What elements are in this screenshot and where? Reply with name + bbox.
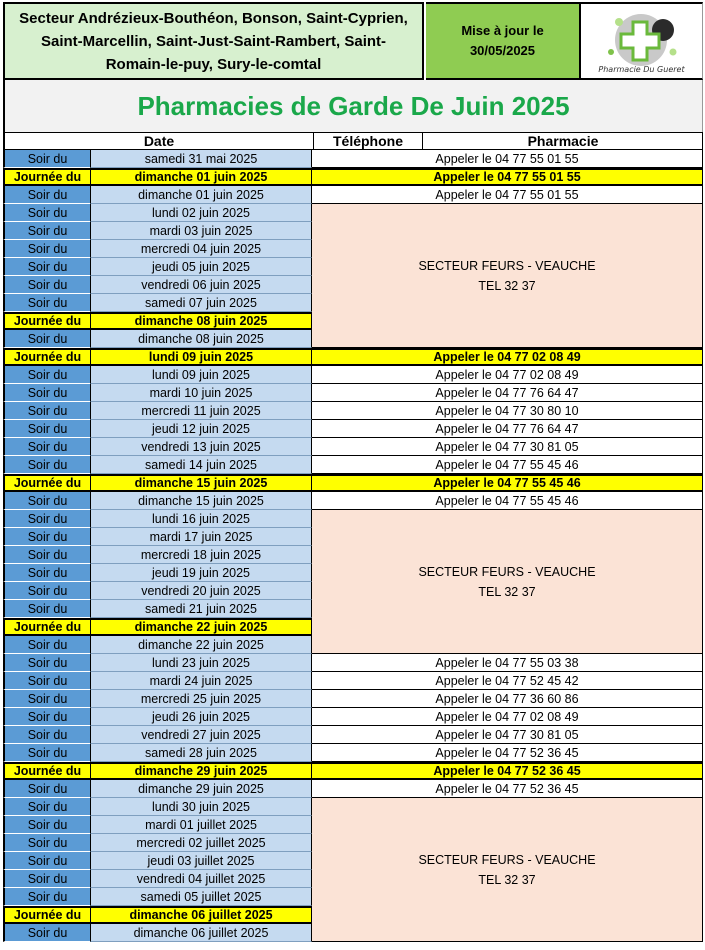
table-row [3, 492, 703, 510]
row-date: dimanche 08 juin 2025 [90, 330, 312, 348]
row-date: jeudi 05 juin 2025 [90, 258, 312, 276]
row-date: lundi 09 juin 2025 [90, 348, 312, 366]
row-label: Soir du [3, 510, 90, 528]
row-label: Soir du [3, 654, 90, 672]
row-date: jeudi 12 juin 2025 [90, 420, 312, 438]
table-row [3, 672, 703, 690]
row-label: Soir du [3, 780, 90, 798]
row-pharmacie: Appeler le 04 77 55 45 46 [312, 456, 703, 474]
row-label: Journée du [3, 312, 90, 330]
row-date: dimanche 06 juillet 2025 [90, 924, 312, 942]
row-label: Soir du [3, 204, 90, 222]
row-label: Soir du [3, 870, 90, 888]
row-label: Journée du [3, 762, 90, 780]
row-date: vendredi 20 juin 2025 [90, 582, 312, 600]
row-label: Soir du [3, 600, 90, 618]
row-label: Journée du [3, 348, 90, 366]
row-pharmacie: Appeler le 04 77 36 60 86 [312, 690, 703, 708]
table-row [3, 726, 703, 744]
row-label: Soir du [3, 420, 90, 438]
row-label: Soir du [3, 546, 90, 564]
row-label: Journée du [3, 906, 90, 924]
table-row [3, 402, 703, 420]
row-label: Soir du [3, 240, 90, 258]
table-row [3, 384, 703, 402]
row-date: dimanche 29 juin 2025 [90, 762, 312, 780]
table-header [3, 132, 703, 150]
row-pharmacie: Appeler le 04 77 55 01 55 [312, 168, 703, 186]
row-date: mardi 10 juin 2025 [90, 384, 312, 402]
row-date: dimanche 01 juin 2025 [90, 168, 312, 186]
row-pharmacie: Appeler le 04 77 76 64 47 [312, 384, 703, 402]
row-label: Soir du [3, 726, 90, 744]
table-row [3, 762, 703, 780]
block-sector-label: SECTEUR FEURS - VEAUCHE [418, 852, 596, 867]
row-label: Soir du [3, 690, 90, 708]
row-date: mercredi 18 juin 2025 [90, 546, 312, 564]
page-title: Pharmacies de Garde De Juin 2025 [3, 80, 703, 132]
block-phone-label: TEL 32 37 [478, 278, 536, 293]
row-label: Soir du [3, 186, 90, 204]
row-date: vendredi 04 juillet 2025 [90, 870, 312, 888]
row-pharmacie: Appeler le 04 77 30 80 10 [312, 402, 703, 420]
row-label: Soir du [3, 294, 90, 312]
row-pharmacie: Appeler le 04 77 30 81 05 [312, 726, 703, 744]
row-date: vendredi 27 juin 2025 [90, 726, 312, 744]
row-label: Soir du [3, 276, 90, 294]
column-date: Date [143, 133, 175, 149]
row-pharmacie: Appeler le 04 77 76 64 47 [312, 420, 703, 438]
row-label: Soir du [3, 366, 90, 384]
table-row [3, 744, 703, 762]
row-date: dimanche 22 juin 2025 [90, 636, 312, 654]
row-date: samedi 31 mai 2025 [90, 150, 312, 168]
table-row [3, 168, 703, 186]
table-row [3, 420, 703, 438]
sector-title: Secteur Andrézieux-Bouthéon, Bonson, Saint-Cyprien, Saint-Marcellin, Saint-Just-Saint-Rambert, Saint-Romain-le-puy, Sury-le-comtal [3, 2, 424, 80]
table-row [3, 474, 703, 492]
row-label: Soir du [3, 708, 90, 726]
row-pharmacie: Appeler le 04 77 52 36 45 [312, 744, 703, 762]
row-date: lundi 09 juin 2025 [90, 366, 312, 384]
row-pharmacie: Appeler le 04 77 55 01 55 [312, 186, 703, 204]
table-row [3, 366, 703, 384]
row-date: lundi 02 juin 2025 [90, 204, 312, 222]
row-date: dimanche 01 juin 2025 [90, 186, 312, 204]
row-date: mardi 03 juin 2025 [90, 222, 312, 240]
row-date: mercredi 11 juin 2025 [90, 402, 312, 420]
row-label: Soir du [3, 150, 90, 168]
row-pharmacie: Appeler le 04 77 55 45 46 [312, 492, 703, 510]
table-row [3, 456, 703, 474]
table-body [3, 150, 703, 948]
row-date: samedi 07 juin 2025 [90, 294, 312, 312]
block-phone-label: TEL 32 37 [478, 584, 536, 599]
row-date: samedi 14 juin 2025 [90, 456, 312, 474]
row-label: Soir du [3, 222, 90, 240]
row-date: mardi 01 juillet 2025 [90, 816, 312, 834]
row-date: dimanche 06 juillet 2025 [90, 906, 312, 924]
row-date: dimanche 22 juin 2025 [90, 618, 312, 636]
row-label: Soir du [3, 672, 90, 690]
row-label: Soir du [3, 852, 90, 870]
row-label: Soir du [3, 330, 90, 348]
row-label: Soir du [3, 258, 90, 276]
row-date: samedi 21 juin 2025 [90, 600, 312, 618]
block-sector-label: SECTEUR FEURS - VEAUCHE [418, 258, 596, 273]
row-label: Soir du [3, 834, 90, 852]
row-date: samedi 28 juin 2025 [90, 744, 312, 762]
schedule-table [3, 132, 703, 948]
update-date: 30/05/2025 [469, 43, 536, 58]
row-pharmacie: Appeler le 04 77 02 08 49 [312, 348, 703, 366]
header [3, 2, 703, 80]
row-label: Soir du [3, 456, 90, 474]
row-date: mardi 24 juin 2025 [90, 672, 312, 690]
table-row [3, 708, 703, 726]
row-label: Soir du [3, 564, 90, 582]
row-pharmacie: Appeler le 04 77 55 01 55 [312, 150, 703, 168]
row-date: mardi 17 juin 2025 [90, 528, 312, 546]
row-label: Soir du [3, 888, 90, 906]
table-row [3, 150, 703, 168]
row-date: dimanche 08 juin 2025 [90, 312, 312, 330]
row-date: jeudi 03 juillet 2025 [90, 852, 312, 870]
row-date: lundi 16 juin 2025 [90, 510, 312, 528]
sector-feurs-veauche-block [312, 204, 703, 348]
row-date: mercredi 02 juillet 2025 [90, 834, 312, 852]
row-label: Soir du [3, 798, 90, 816]
row-label: Soir du [3, 744, 90, 762]
row-date: lundi 30 juin 2025 [90, 798, 312, 816]
row-label: Soir du [3, 636, 90, 654]
table-row [3, 654, 703, 672]
row-label: Soir du [3, 384, 90, 402]
column-pharmacie: Pharmacie [527, 133, 599, 149]
row-pharmacie: Appeler le 04 77 52 45 42 [312, 672, 703, 690]
pharmacy-logo [581, 2, 703, 80]
row-pharmacie: Appeler le 04 77 52 36 45 [312, 762, 703, 780]
row-date: samedi 05 juillet 2025 [90, 888, 312, 906]
table-row [3, 186, 703, 204]
row-pharmacie: Appeler le 04 77 55 03 38 [312, 654, 703, 672]
row-label: Soir du [3, 924, 90, 942]
row-label: Journée du [3, 474, 90, 492]
row-date: mercredi 04 juin 2025 [90, 240, 312, 258]
row-label: Soir du [3, 816, 90, 834]
table-row [3, 348, 703, 366]
sector-feurs-veauche-block [312, 510, 703, 654]
logo-text: Pharmacie Du Gueret [598, 65, 685, 74]
update-label: Mise à jour le [461, 23, 544, 38]
row-label: Soir du [3, 402, 90, 420]
block-sector-label: SECTEUR FEURS - VEAUCHE [418, 564, 596, 579]
row-label: Soir du [3, 582, 90, 600]
row-date: jeudi 19 juin 2025 [90, 564, 312, 582]
update-date-box [426, 2, 581, 80]
row-label: Soir du [3, 528, 90, 546]
row-date: mercredi 25 juin 2025 [90, 690, 312, 708]
row-date: dimanche 15 juin 2025 [90, 492, 312, 510]
row-label: Journée du [3, 618, 90, 636]
row-pharmacie: Appeler le 04 77 02 08 49 [312, 366, 703, 384]
row-pharmacie: Appeler le 04 77 02 08 49 [312, 708, 703, 726]
table-row [3, 690, 703, 708]
table-row [3, 780, 703, 798]
column-telephone: Téléphone [313, 133, 423, 150]
row-pharmacie: Appeler le 04 77 52 36 45 [312, 780, 703, 798]
row-pharmacie: Appeler le 04 77 55 45 46 [312, 474, 703, 492]
row-label: Soir du [3, 492, 90, 510]
row-label: Journée du [3, 168, 90, 186]
row-date: vendredi 06 juin 2025 [90, 276, 312, 294]
table-row [3, 438, 703, 456]
row-label: Soir du [3, 438, 90, 456]
row-pharmacie: Appeler le 04 77 30 81 05 [312, 438, 703, 456]
row-date: jeudi 26 juin 2025 [90, 708, 312, 726]
row-date: vendredi 13 juin 2025 [90, 438, 312, 456]
row-date: dimanche 15 juin 2025 [90, 474, 312, 492]
block-phone-label: TEL 32 37 [478, 872, 536, 887]
sector-feurs-veauche-block [312, 798, 703, 942]
row-date: lundi 23 juin 2025 [90, 654, 312, 672]
row-date: dimanche 29 juin 2025 [90, 780, 312, 798]
